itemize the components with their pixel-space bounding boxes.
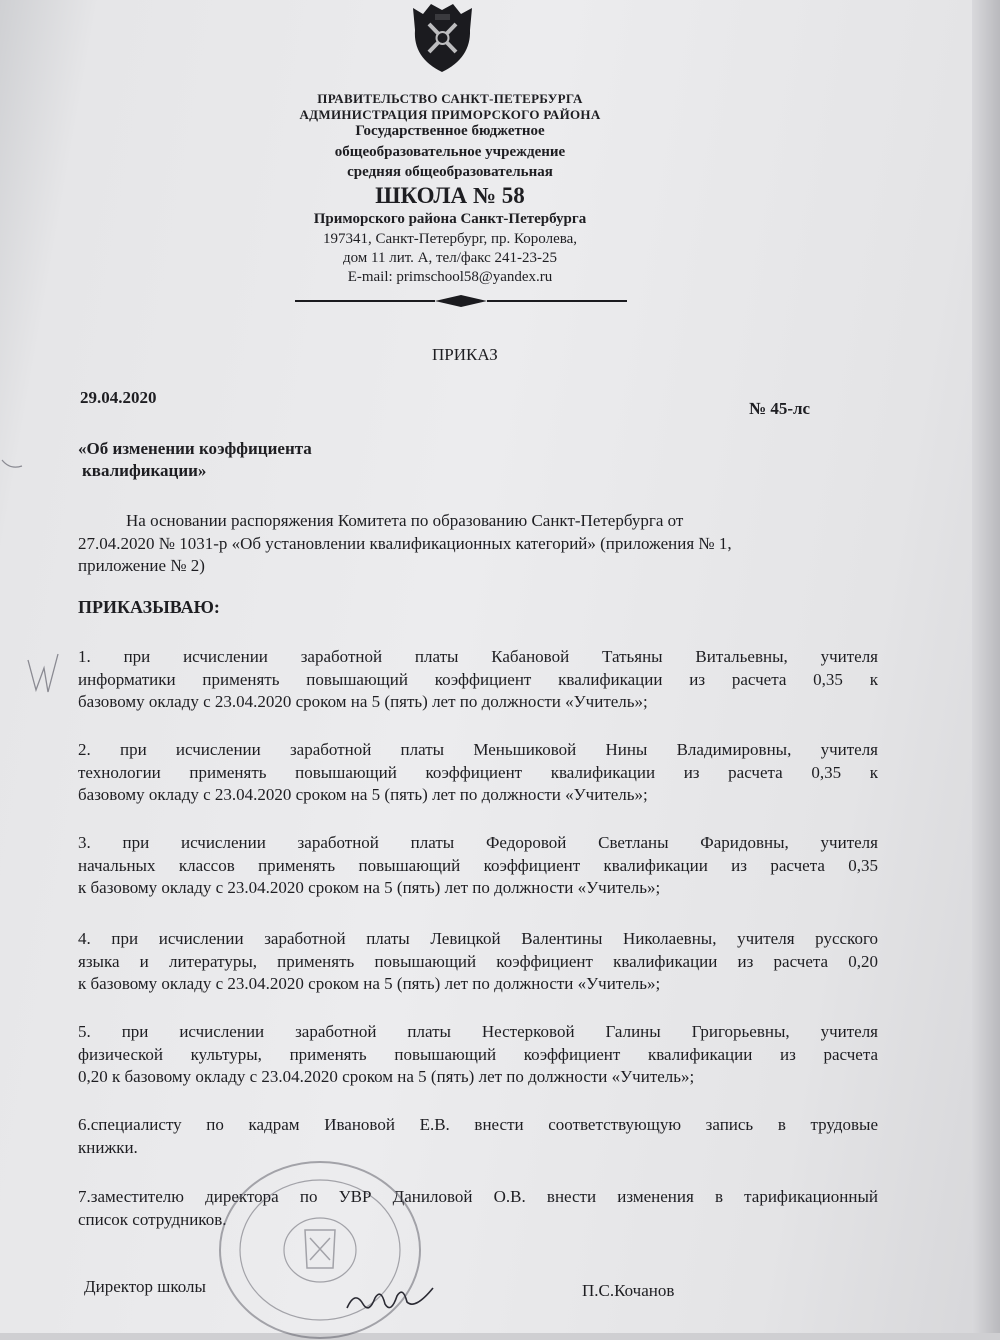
margin-pencil-mark [0,440,70,720]
item-line: языка и литературы, применять повышающий коэффициент квалификации из расчета 0,20 [78,951,878,971]
item-line: начальных классов применять повышающий коэффициент квалификации из расчета 0,35 [78,855,878,875]
director-signature [345,1270,435,1320]
item-line: книжки. [78,1137,138,1157]
header-administration: АДМИНИСТРАЦИЯ ПРИМОРСКОГО РАЙОНА [299,107,601,122]
item-line: 5. при исчислении заработной платы Нестерковой Галины Григорьевны, учителя [78,1022,878,1041]
item-line: 3. при исчислении заработной платы Федоровой Светланы Фаридовны, учителя [78,833,878,852]
basis-line: приложение № 2) [78,556,205,575]
basis-line: 27.04.2020 № 1031-р «Об установлении квалификационных категорий» (приложения № 1, [78,533,732,553]
order-item-2 [78,739,878,807]
item-line: 0,20 к базовому окладу с 23.04.2020 сроком на 5 (пять) лет по должности «Учитель»; [78,1067,695,1086]
header-institution-line3: средняя общеобразовательная [347,164,553,180]
header-email: E-mail: primschool58@yandex.ru [347,269,553,285]
page-edge [972,0,1000,1333]
item-line: 4. при исчислении заработной платы Левицкой Валентины Николаевны, учителя русского [78,929,878,948]
order-heading: ПРИКАЗЫВАЮ: [78,597,220,617]
order-item-7 [78,1186,878,1231]
header-government: ПРАВИТЕЛЬСТВО САНКТ-ПЕТЕРБУРГА [317,91,583,106]
header-institution-line2: общеобразовательное учреждение [334,144,566,160]
order-item-1 [78,646,878,714]
header-divider [295,293,627,309]
order-title: ПРИКАЗ [432,345,498,364]
header-institution-line1: Государственное бюджетное [355,123,545,139]
order-item-3 [78,832,878,900]
basis-line: На основании распоряжения Комитета по образованию Санкт-Петербурга от [126,511,684,530]
item-line: технологии применять повышающий коэффициент квалификации из расчета 0,35 к [78,762,878,782]
order-item-6 [78,1114,878,1159]
item-line: к базовому окладу с 23.04.2020 сроком на 5 (пять) лет по должности «Учитель»; [78,878,661,897]
item-line: 6.специалисту по кадрам Ивановой Е.В. внести соответствующую запись в трудовые [78,1115,878,1134]
item-line: к базовому окладу с 23.04.2020 сроком на 5 (пять) лет по должности «Учитель»; [78,974,661,993]
basis-paragraph [78,510,878,578]
item-line: информатики применять повышающий коэффициент квалификации из расчета 0,35 к [78,669,878,689]
item-line: базовому окладу с 23.04.2020 сроком на 5 (пять) лет по должности «Учитель»; [78,785,648,804]
item-line: 2. при исчислении заработной платы Меньшиковой Нины Владимировны, учителя [78,740,878,759]
order-item-4 [78,928,878,996]
order-subject-line2: квалификации» [82,461,207,480]
item-line: базовому окладу с 23.04.2020 сроком на 5 (пять) лет по должности «Учитель»; [78,692,648,711]
header-school-name: ШКОЛА № 58 [375,183,525,208]
item-line: физической культуры, применять повышающий коэффициент квалификации из расчета [78,1044,878,1064]
item-line: список сотрудников. [78,1209,227,1229]
signature-name: П.С.Кочанов [582,1281,675,1300]
signature-role: Директор школы [84,1277,206,1296]
order-item-5 [78,1021,878,1089]
item-line: 1. при исчислении заработной платы Кабановой Татьяны Витальевны, учителя [78,647,878,666]
coat-of-arms-emblem [405,0,480,75]
order-number: № 45-лс [749,399,811,418]
header-district: Приморского района Санкт-Петербурга [313,211,587,227]
item-line: 7.заместителю директора по УВР Даниловой О.В. внести изменения в тарификационный [78,1187,878,1206]
order-date: 29.04.2020 [80,388,157,407]
order-subject-line1: «Об изменении коэффициента [78,439,312,458]
header-address-line1: 197341, Санкт-Петербург, пр. Королева, [322,231,578,247]
header-address-line2: дом 11 лит. А, тел/факс 241-23-25 [342,250,558,266]
